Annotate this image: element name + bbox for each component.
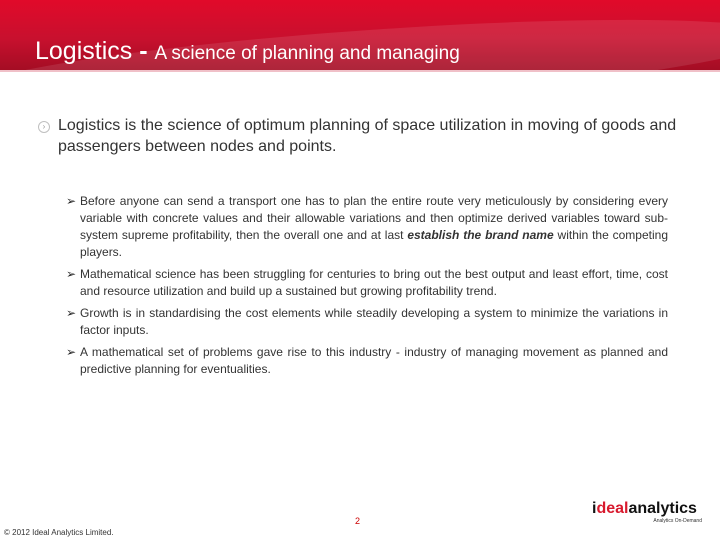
- company-logo: [592, 500, 702, 526]
- sub-bullet-text: Growth is in standardising the cost elements while steadily developing a system to minimize the variations in factor inputs.: [80, 306, 668, 337]
- main-bullet-text: Logistics is the science of optimum planning of space utilization in moving of goods and passengers between nodes and points.: [58, 117, 677, 155]
- chevron-right-icon: ›: [38, 121, 50, 133]
- title-subtitle: A science of planning and managing: [154, 43, 460, 64]
- header-divider: [0, 70, 720, 72]
- sub-bullet-text: Mathematical science has been struggling for centuries to bring out the best output and least effort, time, cost and resource utilization and build up a sustained but growing profitability trend.: [80, 267, 668, 298]
- arrow-bullet-icon: ➢: [66, 345, 77, 359]
- sub-bullet-item: [66, 344, 668, 378]
- slide-title: [35, 37, 460, 66]
- copyright-text: © 2012 Ideal Analytics Limited.: [4, 528, 114, 537]
- sub-bullet-list: [66, 193, 668, 383]
- slide-header: [0, 0, 720, 70]
- sub-bullet-item: [66, 305, 668, 339]
- title-separator: -: [132, 37, 155, 65]
- logo-wordmark: idealanalytics: [592, 500, 697, 517]
- arrow-bullet-icon: ➢: [66, 267, 77, 281]
- sub-bullet-item: [66, 193, 668, 261]
- page-number: 2: [355, 516, 361, 526]
- sub-bullet-text: A mathematical set of problems gave rise to this industry - industry of managing movement as planned and predictive planning for eventualities.: [80, 345, 668, 376]
- arrow-bullet-icon: ➢: [66, 194, 77, 208]
- sub-bullet-emphasis: establish the brand name: [407, 228, 554, 242]
- sub-bullet-item: [66, 266, 668, 300]
- logo-tagline: Analytics On-Demand: [653, 518, 702, 524]
- main-bullet: [38, 115, 678, 157]
- arrow-bullet-icon: ➢: [66, 306, 77, 320]
- sub-bullet-text: Before anyone can send a transport one has to plan the entire route very meticulously by considering every variable with concrete values and their allowable variations and then optimize derived variables toward sub-system supreme profitability, then the overall one and at last: [80, 194, 668, 242]
- title-main: Logistics: [35, 37, 133, 65]
- sub-bullet-text-end: within the competing players.: [80, 228, 668, 259]
